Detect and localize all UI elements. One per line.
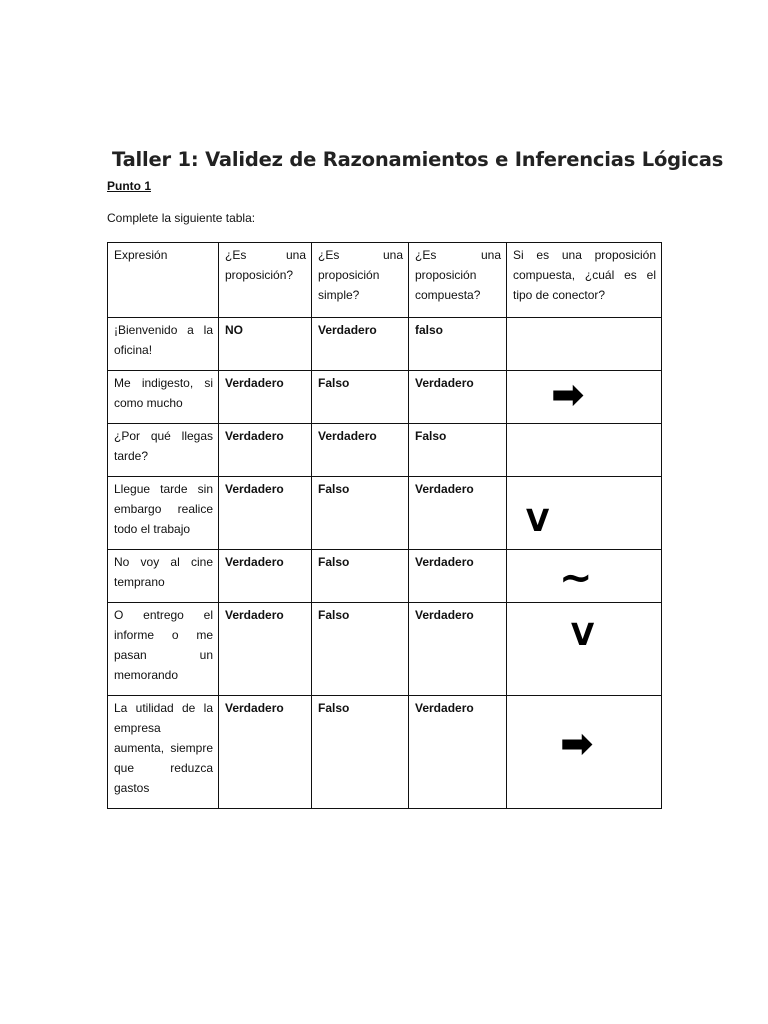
proposition-cell: NO	[219, 318, 312, 371]
page-title: Taller 1: Validez de Razonamientos e Inferencias Lógicas	[112, 148, 724, 171]
table-row	[108, 371, 662, 424]
proposition-cell: Verdadero	[219, 550, 312, 603]
compound-cell: Verdadero	[409, 603, 507, 696]
header-es-simple: ¿Es una proposición simple?	[312, 243, 409, 318]
table-row	[108, 424, 662, 477]
connector-cell	[507, 603, 662, 696]
expression-cell: La utilidad de la empresa aumenta, siempre que reduzca gastos	[108, 696, 219, 809]
proposition-cell: Verdadero	[219, 371, 312, 424]
logic-table	[107, 242, 662, 809]
disjunction-icon: V	[571, 618, 595, 653]
expression-cell: Llegue tarde sin embargo realice todo el trabajo	[108, 477, 219, 550]
connector-cell	[507, 318, 662, 371]
connector-cell	[507, 477, 662, 550]
table-row	[108, 603, 662, 696]
table-row	[108, 477, 662, 550]
section-heading: Punto 1	[107, 179, 151, 193]
proposition-cell: Verdadero	[219, 696, 312, 809]
table-row	[108, 550, 662, 603]
simple-cell: Falso	[312, 603, 409, 696]
simple-cell: Falso	[312, 477, 409, 550]
connector-cell	[507, 424, 662, 477]
simple-cell: Falso	[312, 550, 409, 603]
proposition-cell: Verdadero	[219, 424, 312, 477]
table-row	[108, 696, 662, 809]
compound-cell: Verdadero	[409, 696, 507, 809]
disjunction-icon: V	[526, 504, 550, 539]
expression-cell: No voy al cine temprano	[108, 550, 219, 603]
compound-cell: Verdadero	[409, 371, 507, 424]
negation-icon: ~	[559, 555, 593, 601]
table-row	[108, 318, 662, 371]
expression-cell: O entrego el informe o me pasan un memorando	[108, 603, 219, 696]
header-es-proposicion: ¿Es una proposición?	[219, 243, 312, 318]
arrow-right-icon: ➡	[551, 372, 585, 418]
expression-cell: ¿Por qué llegas tarde?	[108, 424, 219, 477]
simple-cell: Falso	[312, 696, 409, 809]
compound-cell: Verdadero	[409, 550, 507, 603]
simple-cell: Verdadero	[312, 424, 409, 477]
compound-cell: Verdadero	[409, 477, 507, 550]
proposition-cell: Verdadero	[219, 603, 312, 696]
header-es-compuesta: ¿Es una proposición compuesta?	[409, 243, 507, 318]
instruction-text: Complete la siguiente tabla:	[107, 211, 256, 225]
expression-cell: ¡Bienvenido a la oficina!	[108, 318, 219, 371]
header-expresion: Expresión	[108, 243, 219, 318]
connector-cell	[507, 371, 662, 424]
connector-cell	[507, 550, 662, 603]
simple-cell: Falso	[312, 371, 409, 424]
compound-cell: Falso	[409, 424, 507, 477]
table-header-row	[108, 243, 662, 318]
compound-cell: falso	[409, 318, 507, 371]
connector-cell	[507, 696, 662, 809]
expression-cell: Me indigesto, si como mucho	[108, 371, 219, 424]
proposition-cell: Verdadero	[219, 477, 312, 550]
header-tipo-conector: Si es una proposición compuesta, ¿cuál es el tipo de conector?	[507, 243, 662, 318]
simple-cell: Verdadero	[312, 318, 409, 371]
arrow-right-icon: ➡	[560, 721, 594, 767]
